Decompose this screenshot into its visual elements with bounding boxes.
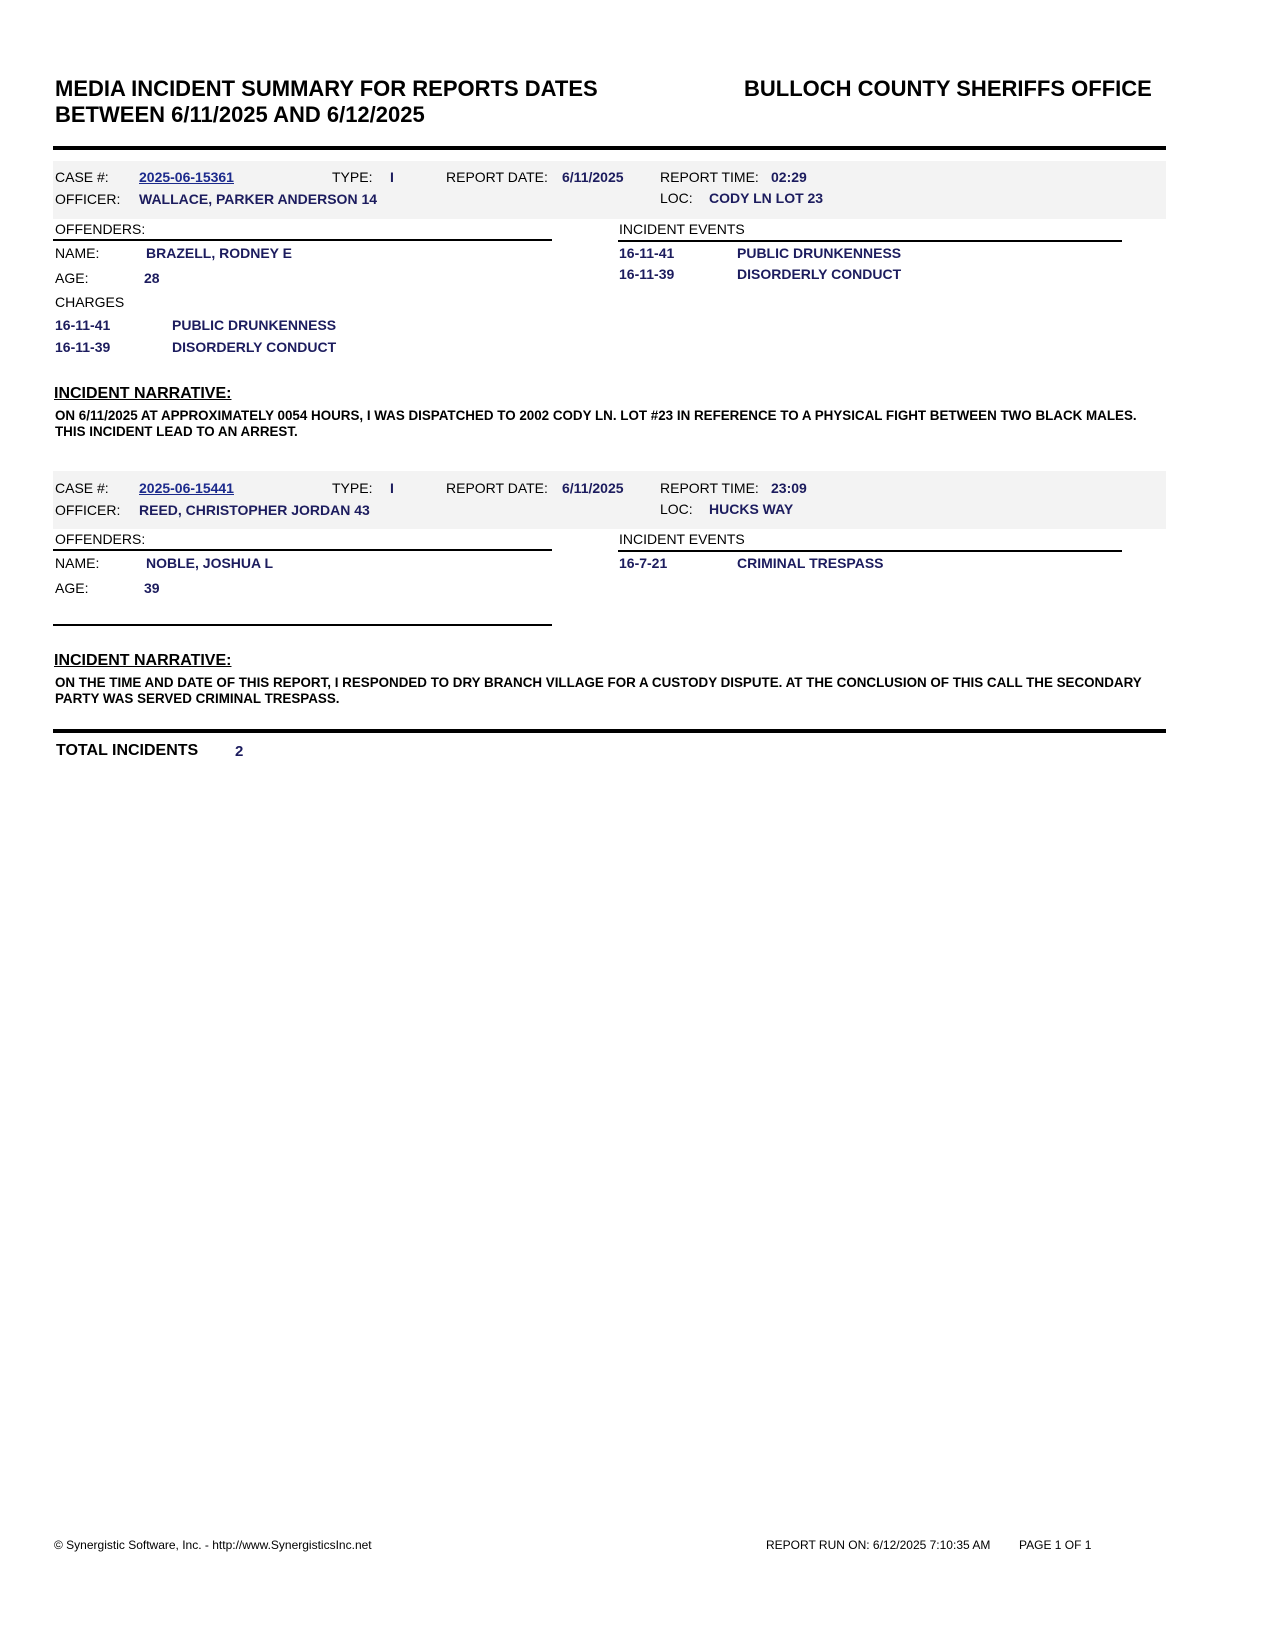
type-value: I: [390, 480, 394, 496]
report-title: MEDIA INCIDENT SUMMARY FOR REPORTS DATES BETWEEN 6/11/2025 AND 6/12/2025: [55, 76, 598, 127]
charge-code: 16-11-39: [55, 339, 111, 355]
event-description: PUBLIC DRUNKENNESS: [737, 245, 902, 261]
officer-label: OFFICER:: [55, 502, 121, 518]
location-value: HUCKS WAY: [709, 501, 794, 517]
event-code: 16-11-39: [619, 266, 675, 282]
incident-events-divider: [618, 550, 1122, 552]
incident-narrative: ON 6/11/2025 AT APPROXIMATELY 0054 HOURS, I WAS DISPATCHED TO 2002 CODY LN. LOT #23 IN REFERENCE TO A PHYSICAL FIGHT BETWEEN TWO BLACK MALES. THIS INCIDENT LEAD TO AN ARREST.: [55, 408, 1137, 439]
charge-code: 16-11-41: [55, 317, 111, 333]
event-description: DISORDERLY CONDUCT: [737, 266, 902, 282]
offender-age-label: AGE:: [55, 270, 89, 286]
incident-narrative: ON THE TIME AND DATE OF THIS REPORT, I RESPONDED TO DRY BRANCH VILLAGE FOR A CUSTODY DISPUTE. AT THE CONCLUSION OF THIS CALL THE SECONDARY PARTY WAS SERVED CRIMINAL TRESPASS.: [55, 675, 1142, 706]
total-incidents-label: TOTAL INCIDENTS: [56, 742, 199, 759]
offender-age-label: AGE:: [55, 580, 89, 596]
offender-name-label: NAME:: [55, 555, 100, 571]
report-time-value: 02:29: [771, 169, 807, 185]
report-date-label: REPORT DATE:: [446, 169, 548, 185]
type-value: I: [390, 169, 394, 185]
offender-name-value: BRAZELL, RODNEY E: [146, 245, 292, 261]
event-code: 16-7-21: [619, 555, 668, 571]
header-divider: [53, 146, 1166, 150]
total-incidents-value: 2: [235, 743, 244, 760]
report-date-value: 6/11/2025: [562, 169, 624, 185]
location-label: LOC:: [660, 190, 693, 206]
agency-name: BULLOCH COUNTY SHERIFFS OFFICE: [744, 76, 1152, 101]
case-number-label: CASE #:: [55, 169, 109, 185]
report-time-label: REPORT TIME:: [660, 169, 759, 185]
offender-age-value: 39: [144, 580, 160, 596]
report-time-value: 23:09: [771, 480, 807, 496]
offender-name-label: NAME:: [55, 245, 100, 261]
summary-divider: [53, 729, 1166, 733]
charge-description: PUBLIC DRUNKENNESS: [172, 317, 337, 333]
report-date-label: REPORT DATE:: [446, 480, 548, 496]
narrative-heading: INCIDENT NARRATIVE:: [54, 652, 232, 669]
event-code: 16-11-41: [619, 245, 675, 261]
location-value: CODY LN LOT 23: [709, 190, 824, 206]
charge-description: DISORDERLY CONDUCT: [172, 339, 337, 355]
offenders-heading: OFFENDERS:: [55, 531, 146, 547]
officer-value: WALLACE, PARKER ANDERSON 14: [139, 191, 378, 207]
type-label: TYPE:: [332, 480, 373, 496]
event-description: CRIMINAL TRESPASS: [737, 555, 884, 571]
officer-label: OFFICER:: [55, 191, 121, 207]
incident-events-heading: INCIDENT EVENTS: [619, 221, 745, 237]
offender-age-value: 28: [144, 270, 160, 286]
offenders-heading: OFFENDERS:: [55, 221, 146, 237]
report-date-value: 6/11/2025: [562, 480, 624, 496]
report-time-label: REPORT TIME:: [660, 480, 759, 496]
offenders-divider: [53, 549, 552, 551]
case-number-link[interactable]: 2025-06-15361: [139, 169, 234, 185]
narrative-heading: INCIDENT NARRATIVE:: [54, 385, 232, 402]
case-number-link[interactable]: 2025-06-15441: [139, 480, 234, 496]
offender-name-value: NOBLE, JOSHUA L: [146, 555, 274, 571]
incident-events-divider: [618, 240, 1122, 242]
footer-report-run: REPORT RUN ON: 6/12/2025 7:10:35 AM: [766, 1538, 991, 1552]
type-label: TYPE:: [332, 169, 373, 185]
location-label: LOC:: [660, 501, 693, 517]
footer-page-number: PAGE 1 OF 1: [1019, 1538, 1092, 1552]
offenders-divider: [53, 239, 552, 241]
offenders-end-divider: [53, 624, 552, 626]
charges-heading: CHARGES: [55, 294, 125, 310]
officer-value: REED, CHRISTOPHER JORDAN 43: [139, 502, 370, 518]
case-number-label: CASE #:: [55, 480, 109, 496]
footer-copyright: © Synergistic Software, Inc. - http://www.SynergisticsInc.net: [54, 1538, 372, 1552]
incident-events-heading: INCIDENT EVENTS: [619, 531, 745, 547]
